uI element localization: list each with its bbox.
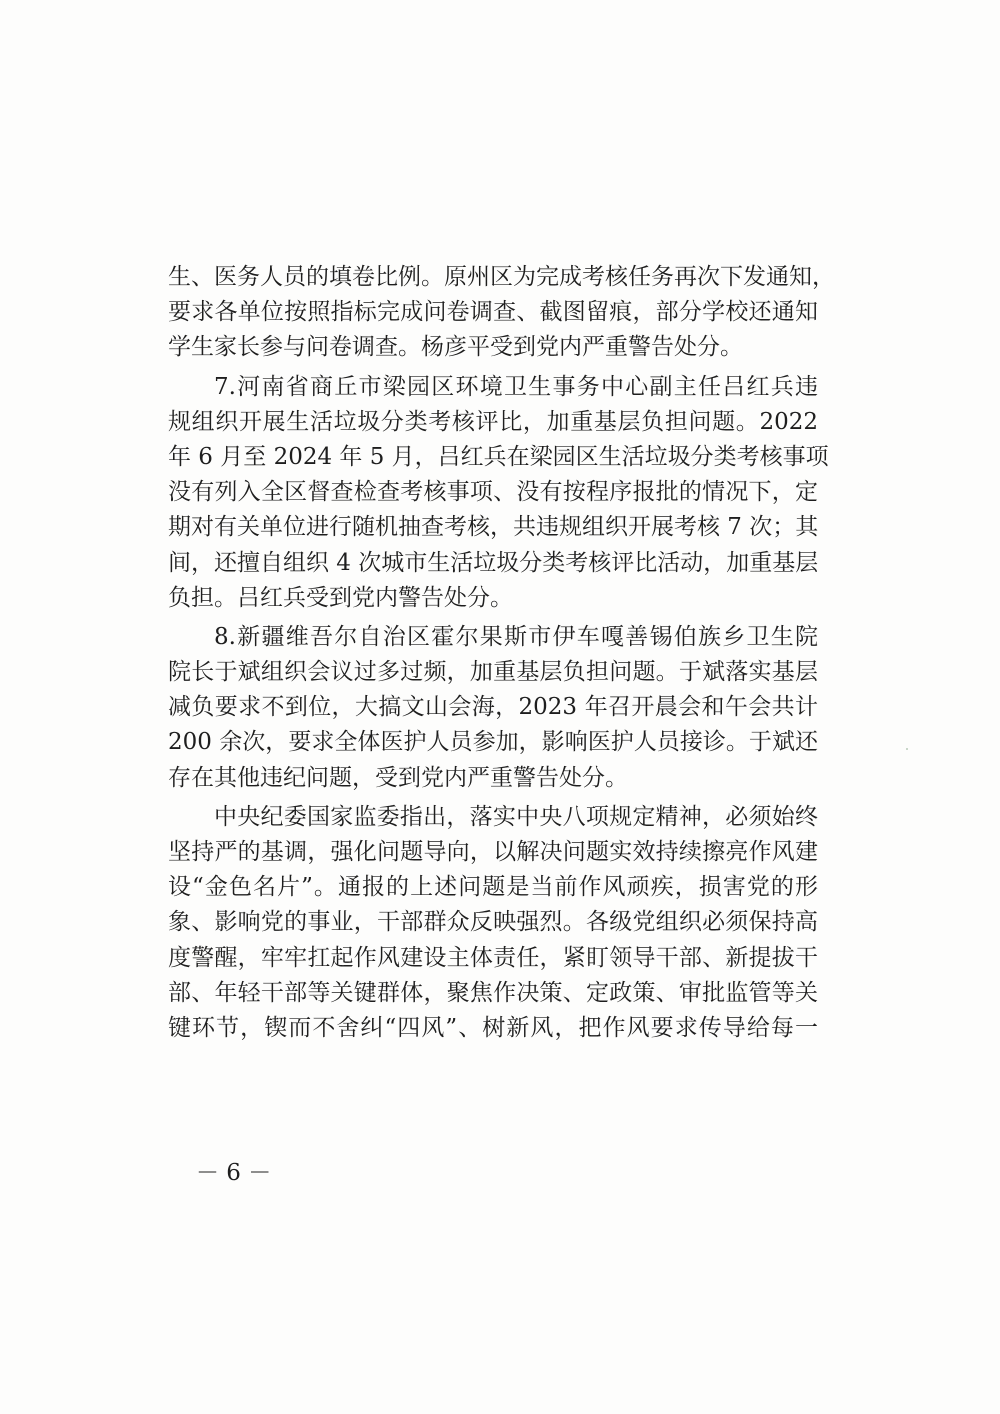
paragraph-line: 键环节，锲而不舍纠“四风”、树新风，把作风要求传导给每一 <box>168 1014 818 1041</box>
paragraph-line: 年 6 月至 2024 年 5 月，吕红兵在梁园区生活垃圾分类考核事项 <box>168 443 829 470</box>
paragraph-line: 存在其他违纪问题，受到党内严重警告处分。 <box>168 764 628 791</box>
scan-speck <box>906 748 908 750</box>
paragraph-line: 没有列入全区督查检查考核事项、没有按程序报批的情况下，定 <box>168 479 818 506</box>
paragraph-line: 生、医务人员的填卷比例。原州区为完成考核任务再次下发通知， <box>168 264 835 290</box>
paragraph <box>168 370 829 616</box>
paragraph-line: 200 余次，要求全体医护人员参加，影响医护人员接诊。于斌还 <box>168 729 818 756</box>
page-number: － 6 － <box>196 1160 272 1186</box>
paragraph-line: 院长于斌组织会议过多过频，加重基层负担问题。于斌落实基层 <box>168 659 818 686</box>
paragraph-line: 象、影响党的事业，干部群众反映强烈。各级党组织必须保持高 <box>168 909 818 936</box>
paragraph-line: 规组织开展生活垃圾分类考核评比，加重基层负担问题。2022 <box>168 408 818 435</box>
paragraph <box>168 620 818 796</box>
paragraph <box>168 260 835 366</box>
paragraph-line: 7.河南省商丘市梁园区环境卫生事务中心副主任吕红兵违 <box>214 373 818 400</box>
document-body <box>168 260 835 1046</box>
paragraph-line: 负担。吕红兵受到党内警告处分。 <box>168 584 513 611</box>
paragraph <box>168 800 818 1046</box>
paragraph-line: 减负要求不到位，大搞文山会海，2023 年召开晨会和午会共计 <box>168 694 818 721</box>
paragraph-line: 部、年轻干部等关键群体，聚焦作决策、定政策、审批监管等关 <box>168 979 818 1006</box>
paragraph-line: 要求各单位按照指标完成问卷调查、截图留痕，部分学校还通知 <box>168 299 818 326</box>
paragraph-line: 学生家长参与问卷调查。杨彦平受到党内严重警告处分。 <box>168 334 743 361</box>
paragraph-line: 间，还擅自组织 4 次城市生活垃圾分类考核评比活动，加重基层 <box>168 549 819 576</box>
paragraph-line: 期对有关单位进行随机抽查考核，共违规组织开展考核 7 次；其 <box>168 514 819 541</box>
paragraph-line: 度警醒，牢牢扛起作风建设主体责任，紧盯领导干部、新提拔干 <box>168 944 818 971</box>
paragraph-line: 设“金色名片”。通报的上述问题是当前作风顽疾，损害党的形 <box>168 874 818 901</box>
paragraph-line: 8.新疆维吾尔自治区霍尔果斯市伊车嘎善锡伯族乡卫生院 <box>214 623 818 650</box>
paragraph-line: 中央纪委国家监委指出，落实中央八项规定精神，必须始终 <box>214 803 818 830</box>
paragraph-line: 坚持严的基调，强化问题导向，以解决问题实效持续擦亮作风建 <box>168 839 818 865</box>
